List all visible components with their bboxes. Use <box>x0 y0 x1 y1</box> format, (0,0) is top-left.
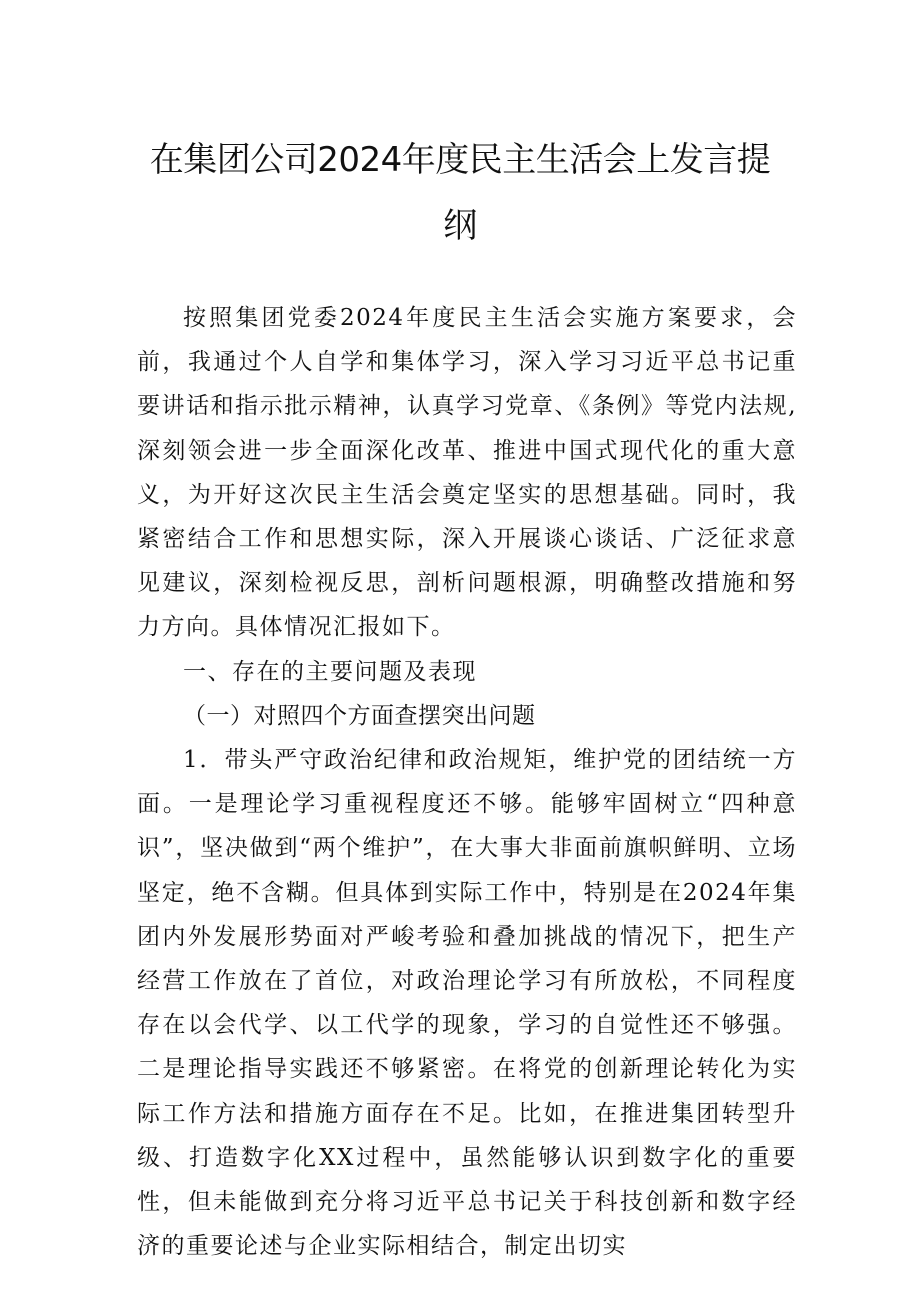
intro-paragraph: 按照集团党委2024年度民主生活会实施方案要求，会前，我通过个人自学和集体学习，深入学习习近平总书记重要讲话和指示批示精神，认真学习党章、《条例》等党内法规,深刻领会进一步全面深化改革、推进中国式现代化的重大意义，为开好这次民主生活会奠定坚实的思想基础。同时，我紧密结合工作和思想实际，深入开展谈心谈话、广泛征求意见建议，深刻检视反思，剖析问题根源，明确整改措施和努力方向。具体情况汇报如下。 <box>137 305 797 641</box>
item1-paragraph: 1．带头严守政治纪律和政治规矩，维护党的团结统一方面。一是理论学习重视程度还不够。能够牢固树立“四种意识”，坚决做到“两个维护”，在大事大非面前旗帜鲜明、立场坚定，绝不含糊。但具体到实际工作中，特别是在2024年集团内外发展形势面对严峻考验和叠加挑战的情况下，把生产经营工作放在了首位，对政治理论学习有所放松，不同程度存在以会代学、以工代学的现象，学习的自觉性还不够强。二是理论指导实践还不够紧密。在将党的创新理论转化为实际工作方法和措施方面存在不足。比如，在推进集团转型升级、打造数字化XX过程中，虽然能够认识到数字化的重要性，但未能做到充分将习近平总书记关于科技创新和数字经济的重要论述与企业实际相结合，制定出切实 <box>137 747 797 1260</box>
subsection-heading: （一）对照四个方面查摆突出问题 <box>183 702 536 729</box>
document-title-line2: 纲 <box>443 206 477 246</box>
section-heading: 一、存在的主要问题及表现 <box>183 658 477 685</box>
document-body <box>137 296 797 1268</box>
document-title-line1: 在集团公司2024年度民主生活会上发言提 <box>149 140 771 180</box>
